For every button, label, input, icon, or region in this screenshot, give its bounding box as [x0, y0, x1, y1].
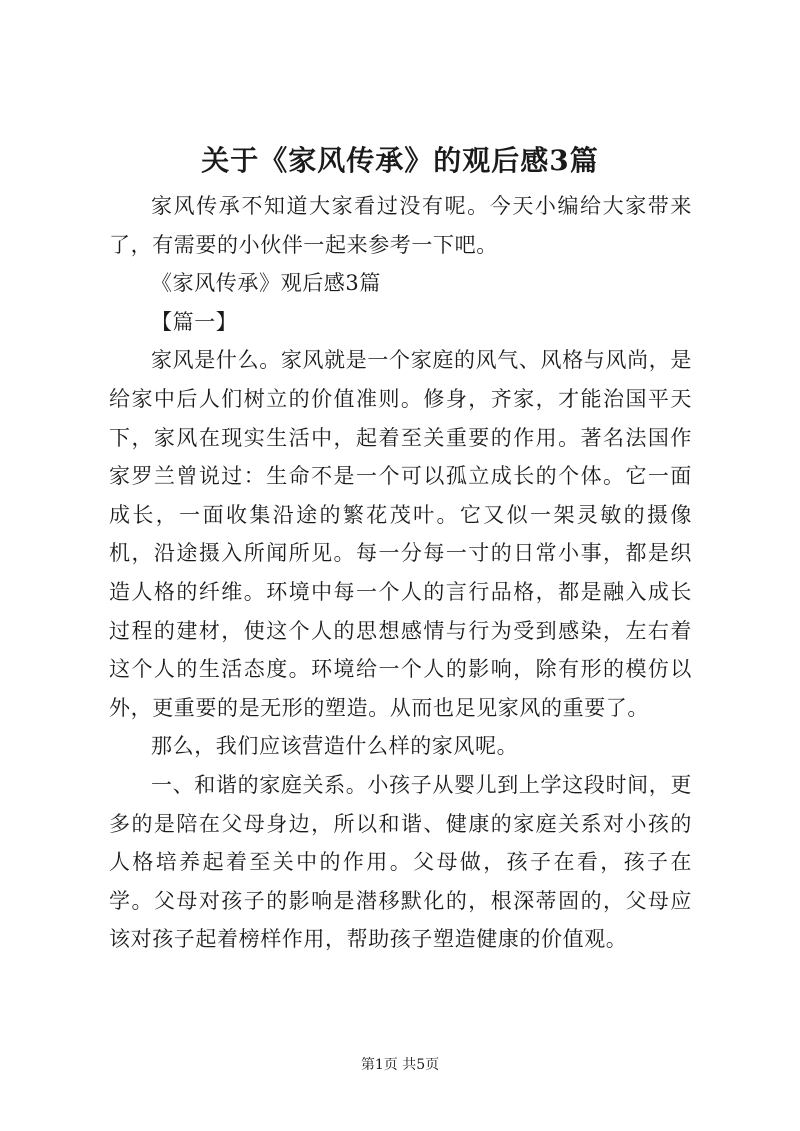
body-paragraph: 家风是什么。家风就是一个家庭的风气、风格与风尚，是给家中后人们树立的价值准则。修身，齐家，才能治国平天下，家风在现实生活中，起着至关重要的作用。著名法国作家罗兰曾说过：生命不是一个可以孤立成长的个体。它一面成长，一面收集沿途的繁花茂叶。它又似一架灵敏的摄像机，沿途摄入所闻所见。每一分每一寸的日常小事，都是织造人格的纤维。环境中每一个人的言行品格，都是融入成长过程的建材，使这个人的思想感情与行为受到感染，左右着这个人的生活态度。环境给一个人的影响，除有形的模仿以外，更重要的是无形的塑造。从而也足见家风的重要了。: [109, 348, 692, 720]
body-paragraph: 那么，我们应该营造什么样的家风呢。: [151, 734, 519, 759]
document-body: [109, 187, 692, 959]
section-heading: 【篇一】: [151, 309, 238, 334]
subtitle-paragraph: 《家风传承》观后感3篇: [151, 271, 381, 296]
page-footer: 第1页 共5页: [360, 1057, 440, 1073]
intro-paragraph: 家风传承不知道大家看过没有呢。今天小编给大家带来了，有需要的小伙伴一起来参考一下吧。: [109, 194, 692, 257]
document-title: 关于《家风传承》的观后感3篇: [201, 144, 599, 177]
body-paragraph: 一、和谐的家庭关系。小孩子从婴儿到上学这段时间，更多的是陪在父母身边，所以和谐、健康的家庭关系对小孩的人格培养起着至关中的作用。父母做，孩子在看，孩子在学。父母对孩子的影响是潜移默化的，根深蒂固的，父母应该对孩子起着榜样作用，帮助孩子塑造健康的价值观。: [109, 772, 692, 952]
